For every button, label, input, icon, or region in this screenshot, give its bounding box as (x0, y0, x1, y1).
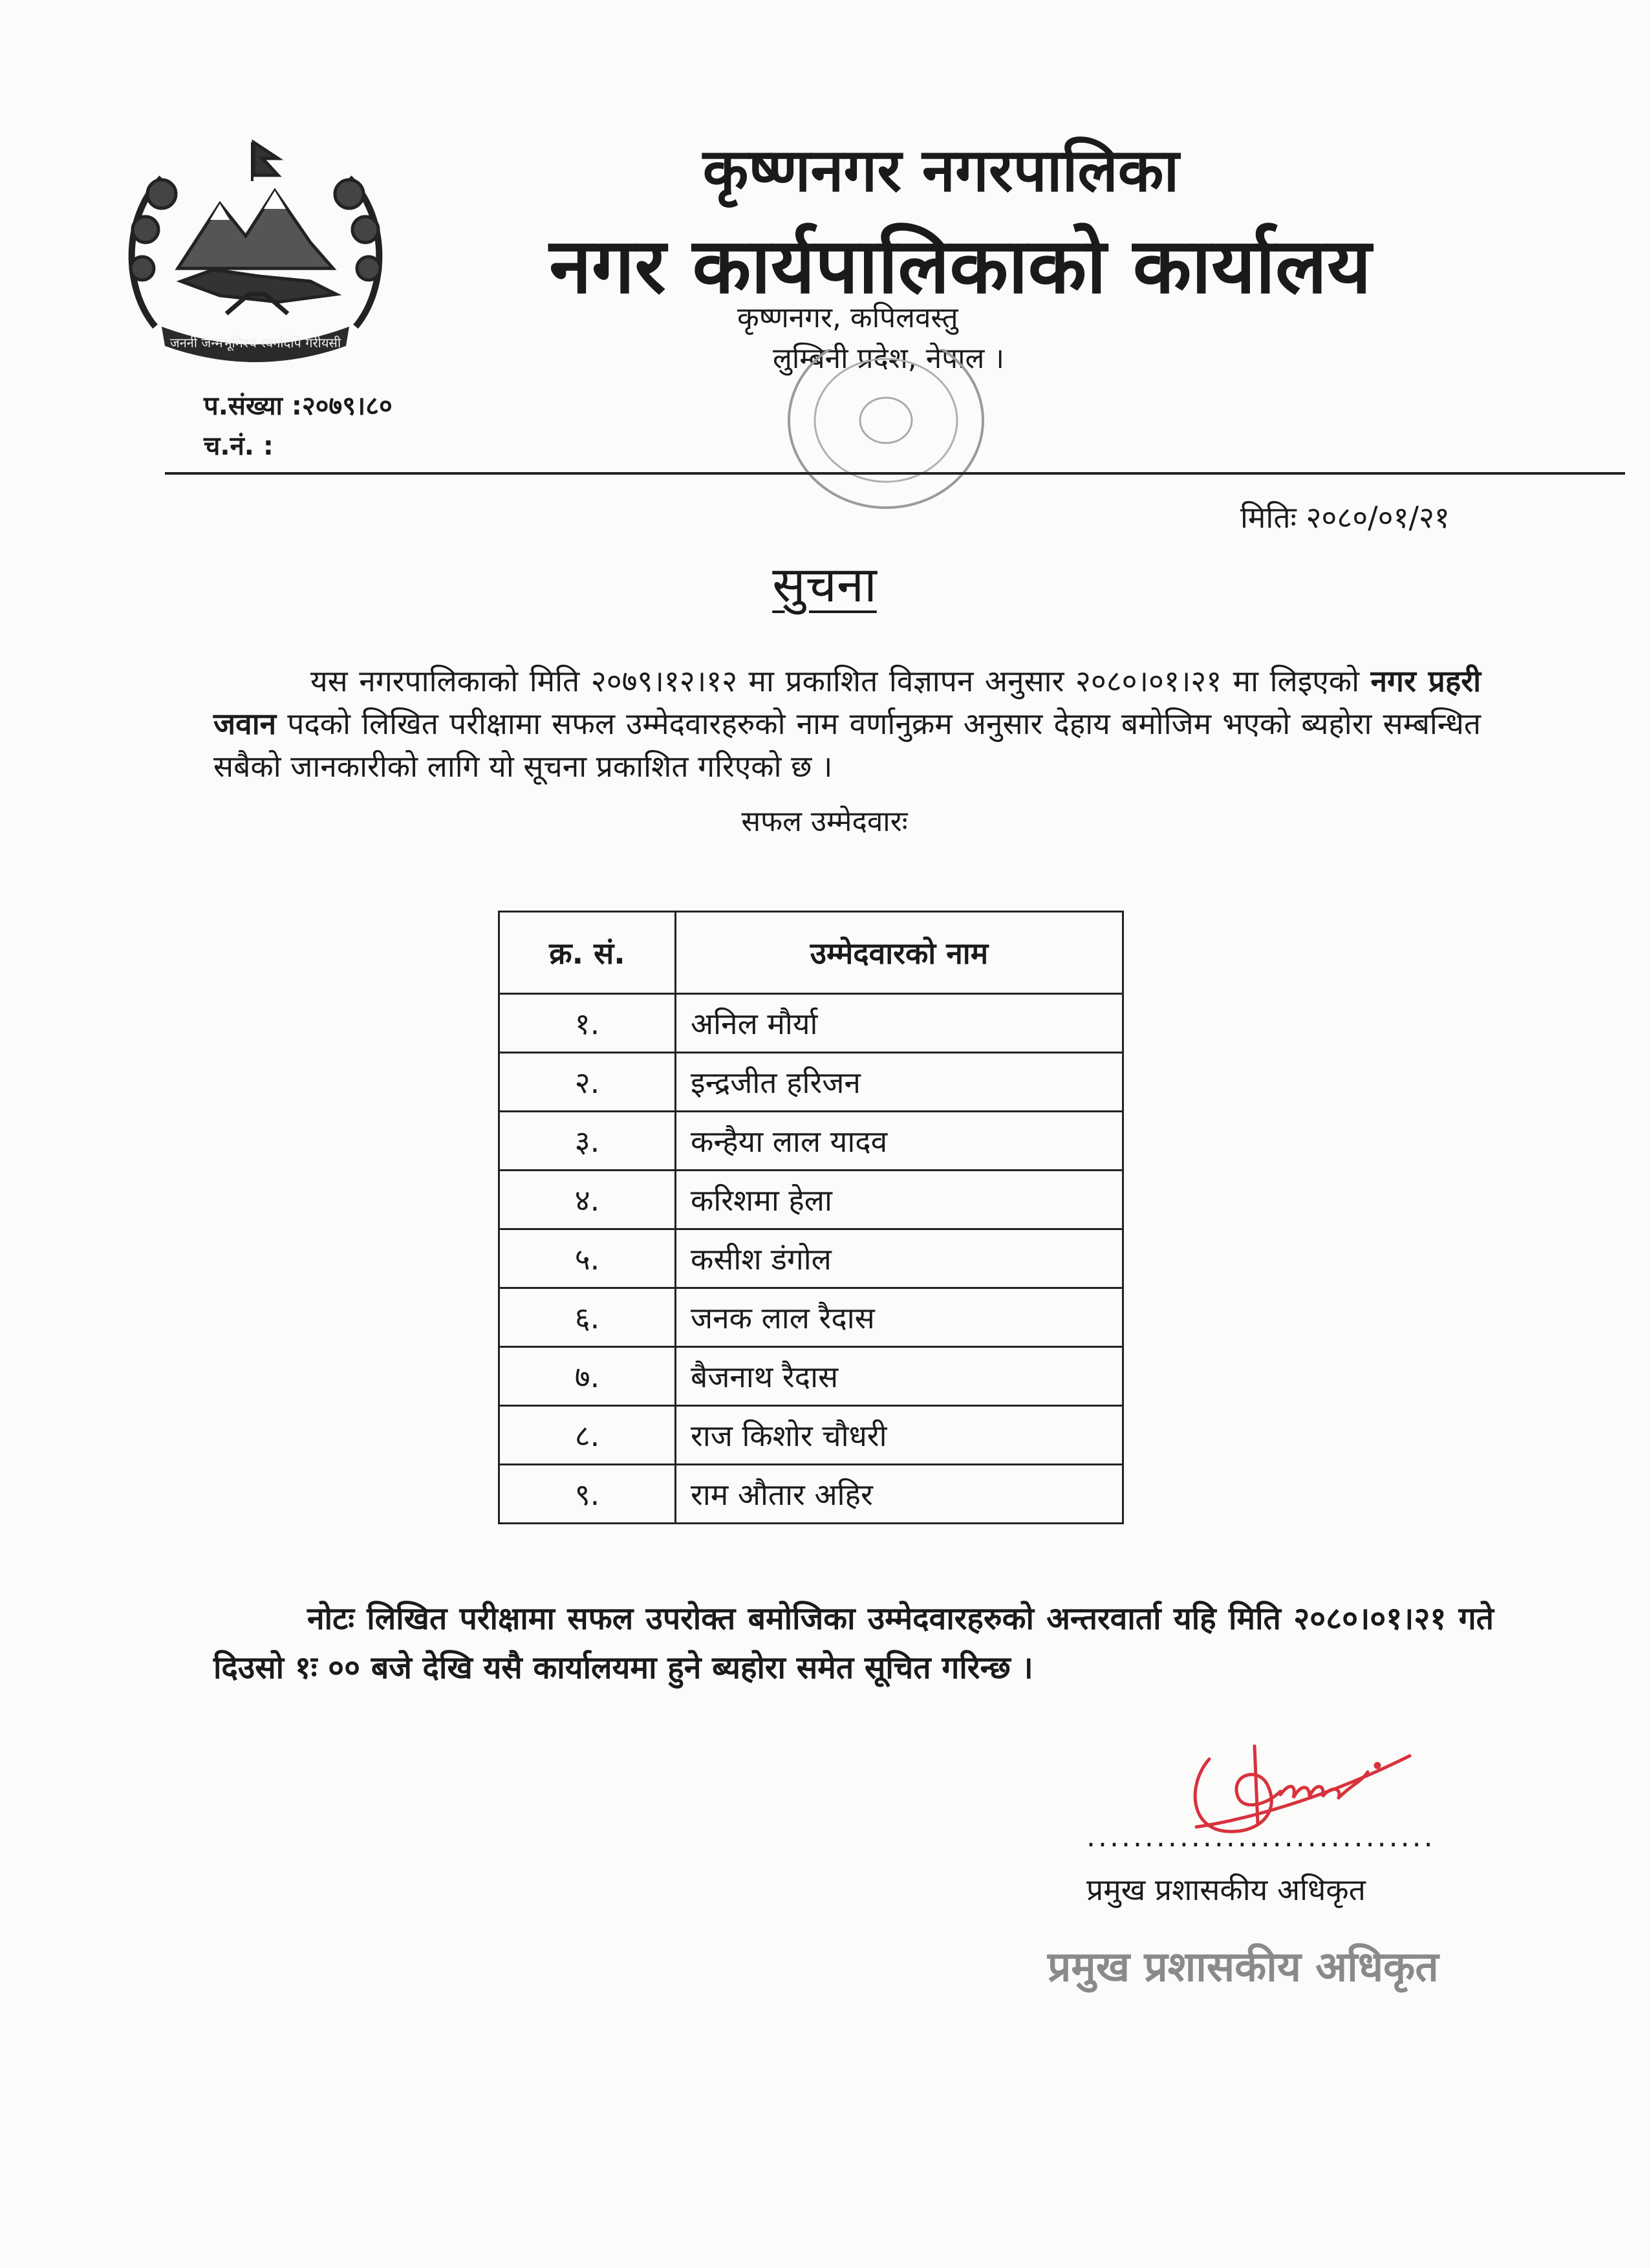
serial-number: १. (499, 994, 676, 1053)
table-row (499, 1288, 1123, 1347)
serial-number: ७. (499, 1347, 676, 1406)
candidate-name: कसीश डंगोल (676, 1229, 1123, 1288)
serial-number: ३. (499, 1112, 676, 1171)
address-line-1: कृष्णनगर, कपिलवस्तु (737, 301, 958, 334)
address-line-2: लुम्बिनी प्रदेश, नेपाल । (773, 342, 1005, 375)
serial-number: ८. (499, 1406, 676, 1465)
signer-title: प्रमुख प्रशासकीय अधिकृत (1086, 1872, 1366, 1907)
dispatch-number: च.नं. : (204, 431, 274, 461)
signature-line: .............................. (1086, 1820, 1436, 1853)
serial-number: २. (499, 1053, 676, 1112)
interview-note: नोटः लिखित परीक्षामा सफल उपरोक्त बमोजिका उम्मेदवारहरुको अन्तरवार्ता यहि मिति २०८०।०१।२१ गते दिउसो १ः ०० बजे देखि यसै कार्यालयमा हुने ब्यहोरा समेत सूचित गरिन्छ । (213, 1601, 1494, 1686)
table-row (499, 1347, 1123, 1406)
serial-number: ९. (499, 1465, 676, 1524)
serial-number: ४. (499, 1171, 676, 1229)
office-name: नगर कार्यपालिकाको कार्यालय (549, 221, 1372, 310)
table-row (499, 1053, 1123, 1112)
table-header-row (499, 912, 1123, 994)
table-row (499, 1112, 1123, 1171)
serial-number-header: क्र. सं. (499, 912, 676, 994)
candidates-table (498, 911, 1124, 1524)
serial-number: ५. (499, 1229, 676, 1288)
candidate-name: जनक लाल रैदास (676, 1288, 1123, 1347)
successful-candidates-label: सफल उम्मेदवारः (741, 805, 908, 838)
candidate-name: कन्हैया लाल यादव (676, 1112, 1123, 1171)
reference-number: प.संख्या :२०७९।८० (204, 391, 393, 421)
table-row (499, 1465, 1123, 1524)
designation-stamp: प्रमुख प्रशासकीय अधिकृत (1048, 1943, 1439, 1991)
office-stamp (776, 349, 996, 517)
municipality-name: कृष्णनगर नगरपालिका (702, 136, 1180, 205)
candidate-name: अनिल मौर्या (676, 994, 1123, 1053)
table-row (499, 1229, 1123, 1288)
table-row (499, 1171, 1123, 1229)
candidate-name: बैजनाथ रैदास (676, 1347, 1123, 1406)
candidate-name-header: उम्मेदवारको नाम (676, 912, 1123, 994)
table-row (499, 1406, 1123, 1465)
candidate-name: राम औतार अहिर (676, 1465, 1123, 1524)
notice-title: सुचना (772, 556, 877, 613)
candidate-name: राज किशोर चौधरी (676, 1406, 1123, 1465)
candidate-name: इन्द्रजीत हरिजन (676, 1053, 1123, 1112)
notice-date: मितिः २०८०/०१/२१ (1240, 500, 1450, 535)
notice-body: यस नगरपालिकाको मिति २०७९।१२।१२ मा प्रकाशित विज्ञापन अनुसार २०८०।०१।२१ मा लिइएको नगर प्रहरी जवान पदको लिखित परीक्षामा सफल उम्मेदवारहरुको नाम वर्णानुक्रम अनुसार देहाय बमोजिम भएको ब्यहोरा सम्बन्धित सबैको जानकारीको लागि यो सूचना प्रकाशित गरिएको छ । (213, 664, 1482, 784)
post-name: नगर प्रहरी जवान (213, 664, 1482, 741)
header-divider (165, 472, 1625, 475)
candidate-name: करिशमा हेला (676, 1171, 1123, 1229)
serial-number: ६. (499, 1288, 676, 1347)
table-row (499, 994, 1123, 1053)
emblem-motto: जननी जन्मभूमिश्च स्वर्गादपि गरीयसी (169, 335, 341, 351)
